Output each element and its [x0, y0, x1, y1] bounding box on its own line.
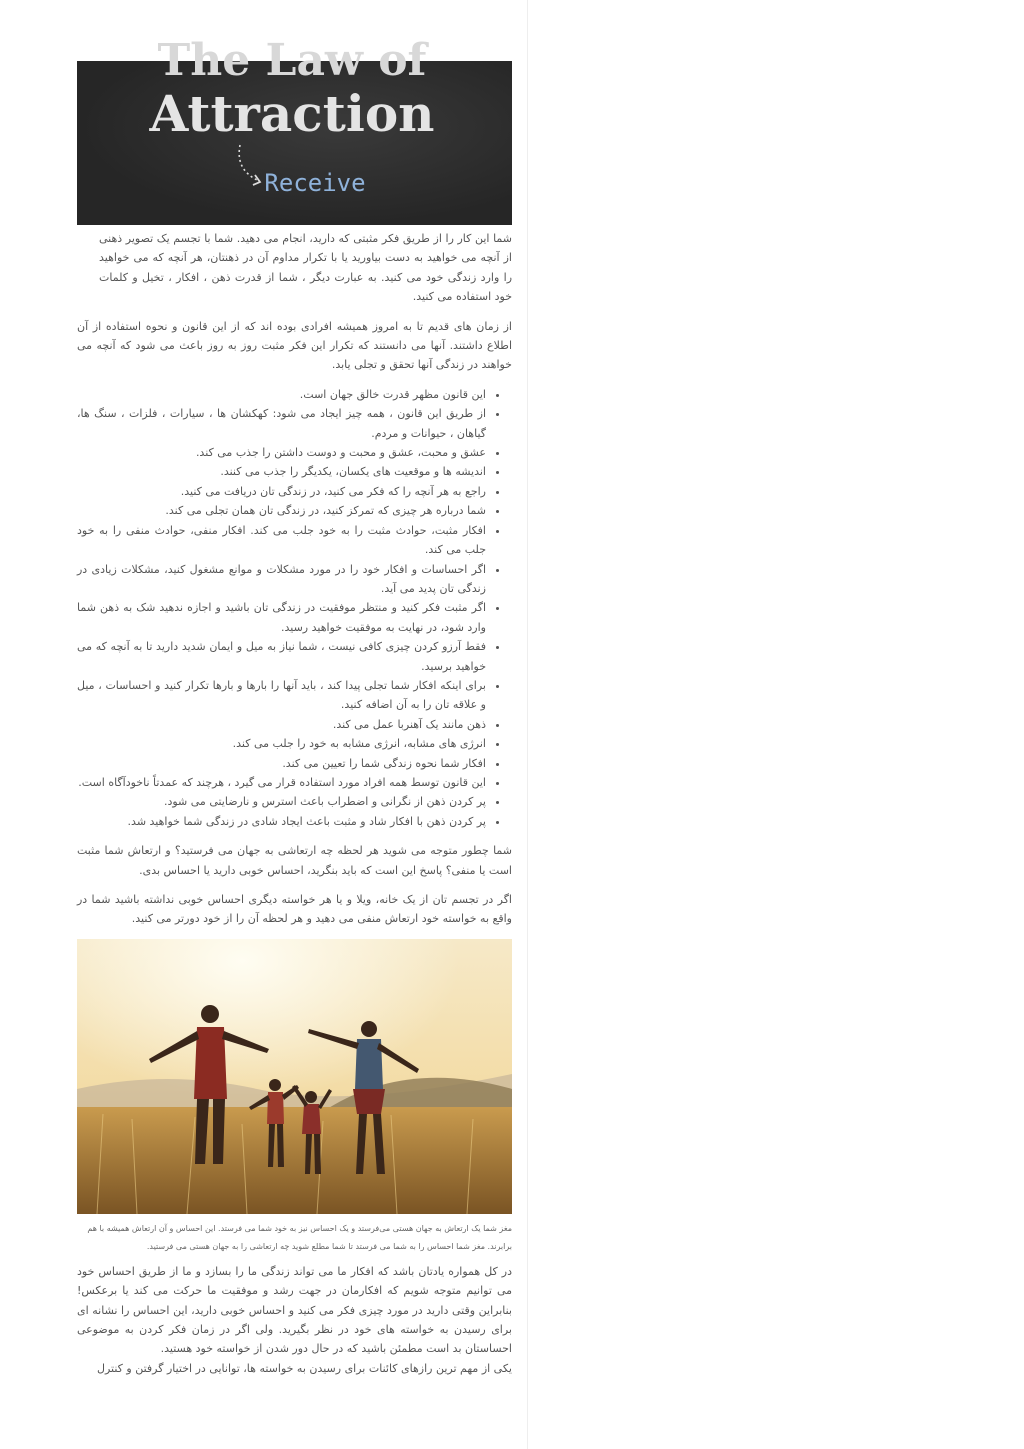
list-item: • راجع به هر آنچه را که فکر می کنید، در زندگی تان دریافت می کنید. — [77, 482, 486, 501]
list-item: • افکار مثبت، حوادث مثبت را به خود جلب می کند. افکار منفی، حوادث منفی را به خود جلب می کند. — [77, 521, 486, 560]
chalkboard-graphic — [77, 35, 512, 225]
paragraph-2: از زمان های قدیم تا به امروز همیشه افرادی بوده اند که از این قانون و نحوه استفاده از آن اطلاع داشتند. آنها می دانستند که تکرار این فکر مثبت روز به روز باعث می شود که آنچه می خواهند در زندگی آنها تحقق و تجلی یابد. — [77, 319, 512, 372]
list-item: • این قانون توسط همه افراد مورد استفاده قرار می گیرد ، هرچند که عمدتاً ناخودآگاه است. — [77, 773, 486, 792]
family-running-illustration — [77, 939, 512, 1214]
hero-title-line1: The Law of — [157, 35, 427, 86]
list-item: • شما درباره هر چیزی که تمرکز کنید، در زندگی تان همان تجلی می کند. — [77, 501, 486, 520]
list-item: • پر کردن ذهن با افکار شاد و مثبت باعث ایجاد شادی در زندگی شما خواهید شد. — [77, 812, 486, 831]
list-item: • برای اینکه افکار شما تجلی پیدا کند ، باید آنها را بارها و بارها تکرار کنید و احساسات ، میل و علاقه تان را به آن اضافه کنید. — [77, 676, 486, 715]
paragraph-4: اگر در تجسم تان از یک خانه، ویلا و یا هر خواسته دیگری احساس خوبی نداشته باشید شما در واقع به خواسته خود ارتعاش منفی می دهید و هر لحظه آن را از خود دورتر می کنید. — [77, 893, 512, 926]
hero-title-line2: Attraction — [149, 84, 435, 143]
list-item: • پر کردن ذهن از نگرانی و اضطراب باعث استرس و نارضایتی می شود. — [77, 792, 486, 811]
paragraph-1: شما این کار را از طریق فکر مثبتی که دارید، انجام می دهید. شما با تجسم یک تصویر ذهنی از آنچه می خواهید به دست بیاورید یا با تکرار مداوم آن در ذهنتان، هر آنچه که می خواهید را وارد زندگی خود می کنید. به عبارت دیگر ، شما از قدرت ذهن ، افکار ، تخیل و کلمات خود استفاده می کنید. — [99, 232, 512, 304]
paragraph-6: یکی از مهم ترین رازهای کائنات برای رسیدن به خواسته ها، توانایی در اختیار گرفتن و کنترل — [96, 1361, 512, 1375]
list-item: • این قانون مظهر قدرت خالق جهان است. — [77, 385, 486, 404]
family-field-photo — [77, 939, 512, 1214]
list-item: • عشق و محبت، عشق و محبت و دوست داشتن را جذب می کند. — [77, 443, 486, 462]
list-item: • انرژی های مشابه، انرژی مشابه به خود را جلب می کند. — [77, 734, 486, 753]
hero-word: Receive — [264, 169, 366, 197]
list-item: • از طریق این قانون ، همه چیز ایجاد می شود: کهکشان ها ، سیارات ، فلزات ، سنگ ها، گیاهان ، حیوانات و مردم. — [77, 404, 486, 443]
list-item: • اگر مثبت فکر کنید و منتظر موفقیت در زندگی تان باشید و اجازه ندهید شک به ذهن شما وارد شود، در نهایت به موفقیت خواهید رسید. — [77, 598, 486, 637]
article-body — [77, 35, 512, 1388]
list-item: • ذهن مانند یک آهنربا عمل می کند. — [77, 715, 486, 734]
list-item: • اندیشه ها و موقعیت های یکسان، یکدیگر را جذب می کنند. — [77, 462, 486, 481]
paragraph-3: شما چطور متوجه می شوید هر لحظه چه ارتعاشی به جهان می فرستید؟ و ارتعاش شما مثبت است یا منفی؟ پاسخ این است که باید بنگرید، احساس خوبی دارید یا احساس بدی. — [77, 844, 512, 877]
photo-caption: مغز شما یک ارتعاش به جهان هستی می‌فرستد و یک احساس نیز به خود شما می فرستد. این احساس و آن ارتعاش همیشه با هم برابرند. مغز شما احساس را به شما می فرستد تا شما مطلع شوید چه ارتعاشی را به جهان هستی می فرستید. — [87, 1223, 512, 1251]
list-item: • اگر احساسات و افکار خود را در مورد مشکلات و موانع مشغول کنید، مشکلات زیادی در زندگی تان پدید می آید. — [77, 560, 486, 599]
law-of-attraction-image — [77, 35, 512, 225]
paragraph-5: در کل همواره یادتان باشد که افکار ما می تواند زندگی ما را بسازد و ما از طریق احساس خود می توانیم متوجه شویم که افکارمان در جهت رشد و موفقیت ما حرکت می کند یا برعکس! بنابراین وقتی دارید در مورد چیزی فکر می کنید و احساس خوبی دارید، این احساس را نشانه ای برای رسیدن به خواسته های خود در نظر بگیرید. ولی اگر در زمان فکر کردن به موضوعی احساستان بد است مطمئن باشید که در حال دور شدن از خواسته خود هستید. — [77, 1264, 512, 1356]
law-facts-list — [77, 385, 512, 831]
list-item: • افکار شما نحوه زندگی شما را تعیین می کند. — [77, 754, 486, 773]
content-divider — [527, 0, 528, 1449]
list-item: • فقط آرزو کردن چیزی کافی نیست ، شما نیاز به میل و ایمان شدید دارید تا به آنچه که می خواهید برسید. — [77, 637, 486, 676]
